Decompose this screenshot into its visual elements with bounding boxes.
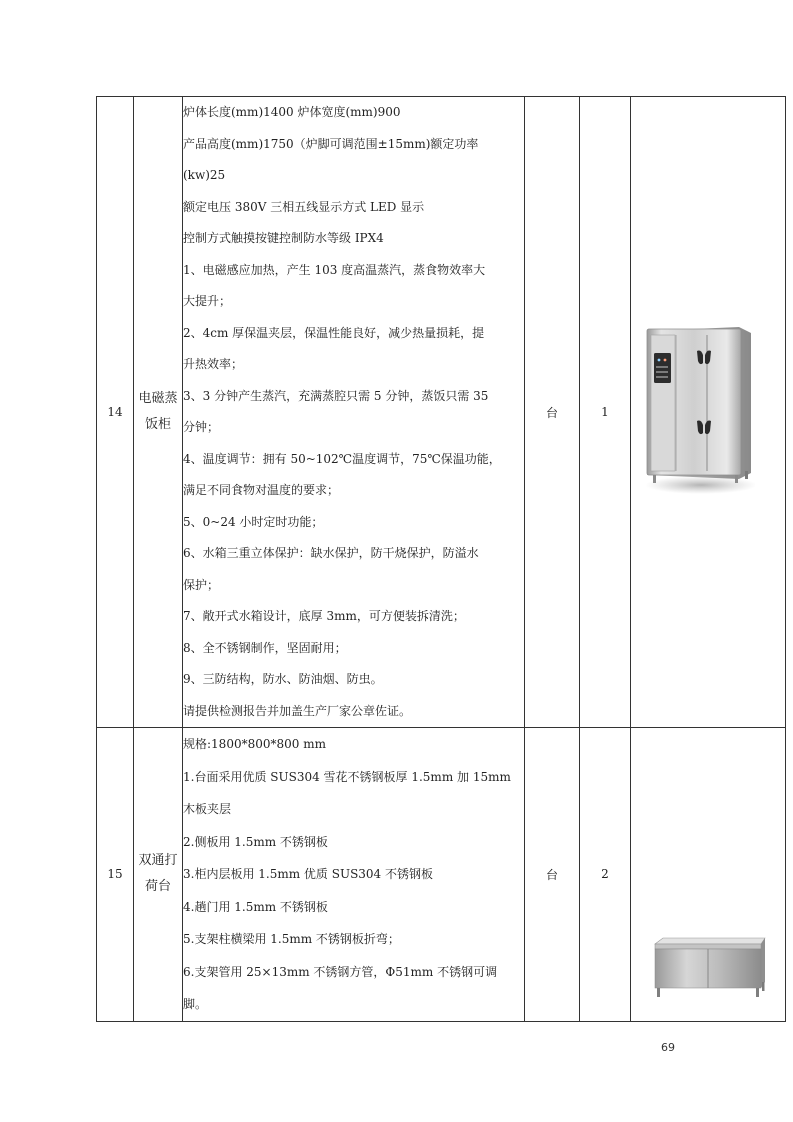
item-description: [183, 97, 525, 728]
description-line: 5.支架柱横梁用 1.5mm 不锈钢板折弯；: [183, 932, 400, 946]
description-line: 木板夹层: [183, 802, 232, 816]
spec-table: [96, 96, 786, 1022]
description-line: 6.支架管用 25×13mm 不锈钢方管，Φ51mm 不锈钢可调: [183, 964, 498, 979]
item-quantity: 1: [580, 97, 631, 728]
item-image-cell: [631, 97, 786, 728]
item-image-cell: [631, 728, 786, 1022]
description-line: 9、三防结构，防水、防油烟、防虫。: [183, 672, 383, 686]
description-line: 4、温度调节：拥有 50~102℃温度调节，75℃保温功能，: [183, 451, 501, 466]
description-line: 控制方式触摸按键控制防水等级 IPX4: [183, 231, 384, 245]
description-line: 炉体长度(mm)1400 炉体宽度(mm)900: [183, 105, 401, 119]
description-line: 保护；: [183, 577, 220, 592]
item-name: [134, 97, 183, 728]
work-table-image: [651, 936, 767, 1000]
steam-cabinet-image: [643, 325, 755, 495]
description-line: 6、水箱三重立体保护：缺水保护，防干烧保护，防溢水: [183, 546, 479, 560]
table-row: [97, 97, 786, 728]
item-name-line: 电磁蒸: [138, 391, 178, 406]
description-line: 7、敞开式水箱设计，底厚 3mm，可方便装拆清洗；: [183, 609, 465, 623]
item-number: 15: [97, 728, 134, 1022]
item-quantity: 2: [580, 728, 631, 1022]
description-line: 3.柜内层板用 1.5mm 优质 SUS304 不锈钢板: [183, 867, 434, 881]
description-line: 1、电磁感应加热，产生 103 度高温蒸汽，蒸食物效率大: [183, 262, 486, 277]
item-name: [134, 728, 183, 1022]
description-line: 满足不同食物对温度的要求；: [183, 483, 340, 497]
item-name-line: 双通打: [138, 853, 178, 869]
description-line: 3、3 分钟产生蒸汽，充满蒸腔只需 5 分钟，蒸饭只需 35: [183, 388, 489, 403]
description-line: 请提供检测报告并加盖生产厂家公章佐证。: [183, 703, 412, 718]
item-description: [183, 728, 525, 1022]
description-line: 产品高度(mm)1750（炉脚可调范围±15mm)额定功率: [183, 136, 479, 151]
table-row: [97, 728, 786, 1022]
description-line: (kw)25: [183, 168, 226, 182]
description-line: 2、4cm 厚保温夹层，保温性能良好，减少热量损耗，提: [183, 325, 485, 340]
description-line: 1.台面采用优质 SUS304 雪花不锈钢板厚 1.5mm 加 15mm: [183, 769, 511, 784]
description-line: 分钟；: [183, 420, 220, 434]
description-line: 脚。: [183, 997, 208, 1011]
item-number: 14: [97, 97, 134, 728]
description-line: 额定电压 380V 三相五线显示方式 LED 显示: [183, 199, 425, 214]
description-line: 2.侧板用 1.5mm 不锈钢板: [183, 834, 328, 849]
description-line: 4.趟门用 1.5mm 不锈钢板: [183, 899, 328, 914]
description-line: 8、全不锈钢制作，坚固耐用；: [183, 640, 347, 655]
description-line: 升热效率；: [183, 357, 244, 371]
page-number: 69: [661, 1041, 675, 1054]
item-name-line: 荷台: [144, 879, 171, 895]
item-name-line: 饭柜: [144, 417, 171, 432]
description-line: 大提升；: [183, 294, 232, 308]
item-unit: 台: [525, 728, 580, 1022]
description-line: 5、0~24 小时定时功能；: [183, 514, 324, 529]
item-unit: 台: [525, 97, 580, 728]
description-line: 规格:1800*800*800 mm: [183, 737, 326, 751]
